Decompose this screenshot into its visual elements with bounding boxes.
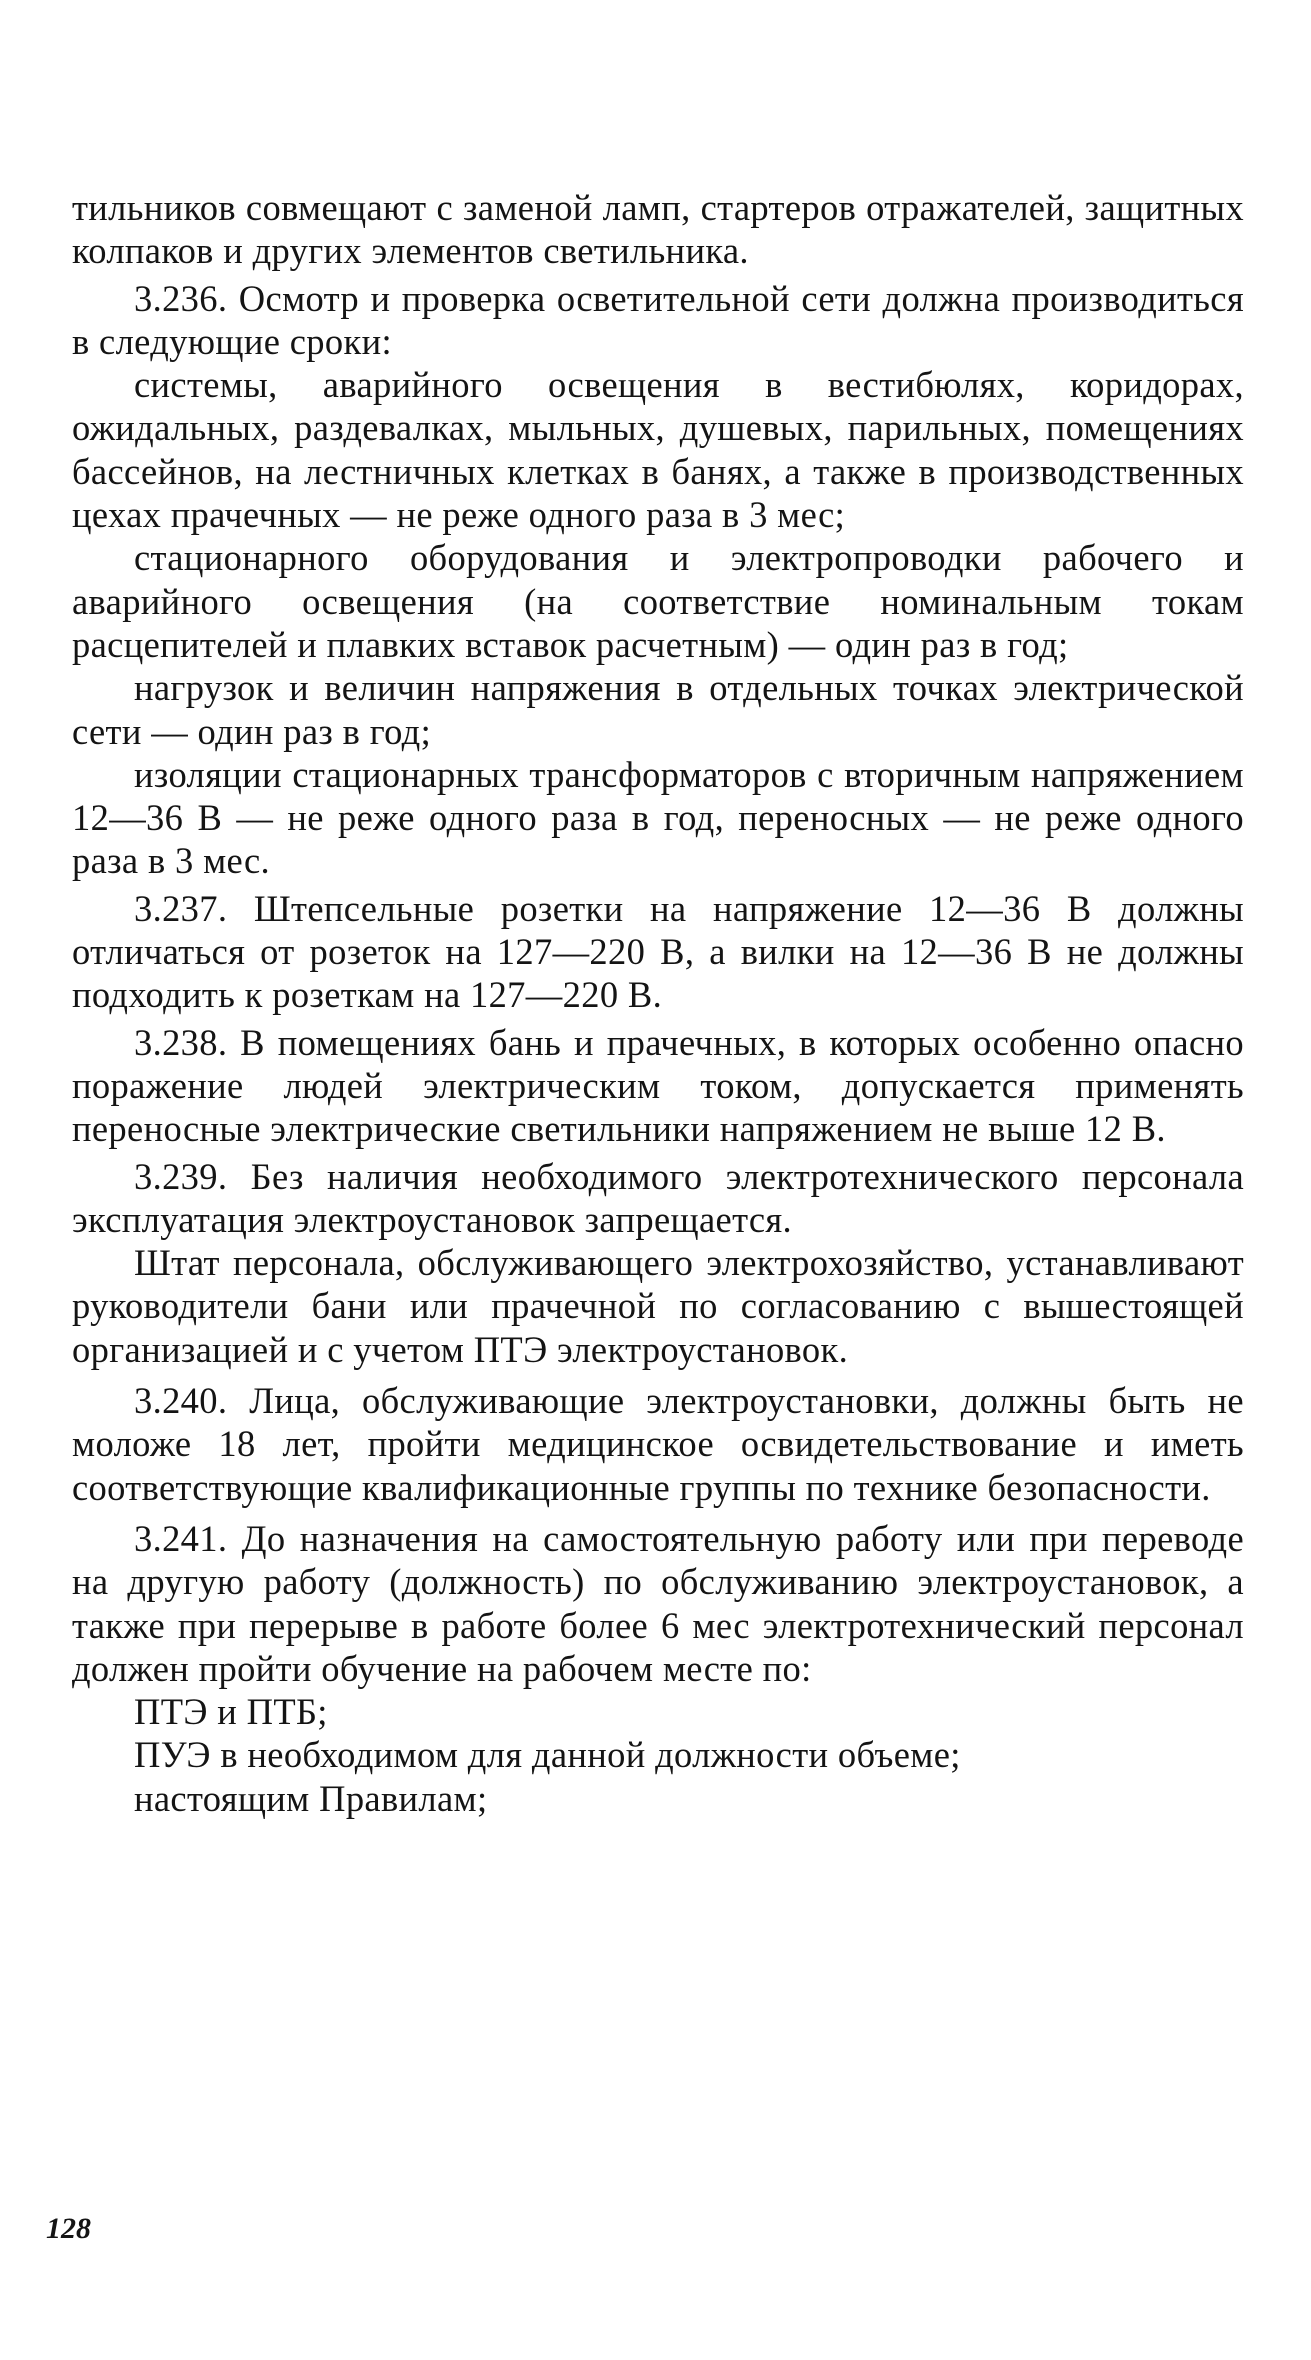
list-item-stationary-equipment: стационарного оборудования и электропроводки рабочего и аварийного освещения (на соответствие номинальным токам расцепителей и плавких вставок расчетным) — один раз в год;: [72, 537, 1244, 665]
list-item-transformer-insulation: изоляции стационарных трансформаторов с вторичным напряжением 12—36 В — не реже одного раза в год, переносных — не реже одного раза в 3 мес.: [72, 753, 1244, 882]
list-item-emergency-lighting: системы, аварийного освещения в вестибюлях, коридорах, ожидальных, раздевалках, мыльных, душевых, парильных, помещениях бассейнов, на лестничных клетках в банях, а также в производственных цехах прачечных — не реже одного раза в 3 мес;: [72, 364, 1244, 536]
paragraph-3-236: 3.236. Осмотр и проверка осветительной сети должна производиться в следующие сроки:: [72, 277, 1244, 362]
paragraph-3-240: 3.240. Лица, обслуживающие электроустановки, должны быть не моложе 18 лет, пройти медицинское освидетельствование и иметь соответствующие квалификационные группы по технике безопасности.: [72, 1380, 1244, 1508]
paragraph-3-237: 3.237. Штепсельные розетки на напряжение 12—36 В должны отличаться от розеток на 127—220 В, а вилки на 12—36 В не должны подходить к розеткам на 127—220 В.: [72, 887, 1244, 1016]
document-page: [72, 186, 1244, 1820]
list-item-loads-voltage: нагрузок и величин напряжения в отдельных точках электрической сети — один раз в год;: [72, 667, 1244, 752]
list-item-rules: настоящим Правилам;: [134, 1777, 488, 1819]
paragraph-3-239: 3.239. Без наличия необходимого электротехнического персонала эксплуатация электроустановок запрещается.: [72, 1155, 1244, 1240]
list-item-pte-ptb: ПТЭ и ПТБ;: [134, 1691, 328, 1733]
paragraph-3-238: 3.238. В помещениях бань и прачечных, в которых особенно опасно поражение людей электрическим током, допускается применять переносные электрические светильники напряжением не выше 12 В.: [72, 1021, 1244, 1150]
paragraph-3-241: 3.241. До назначения на самостоятельную работу или при переводе на другую работу (должность) по обслуживанию электроустановок, а также при перерыве в работе более 6 мес электротехнический персонал должен пройти обучение на рабочем месте по:: [72, 1517, 1244, 1689]
page-number: 128: [46, 2212, 91, 2245]
paragraph-continuation: тильников совмещают с заменой ламп, стартеров отражателей, защитных колпаков и других элементов светильника.: [72, 187, 1244, 272]
list-item-pue: ПУЭ в необходимом для данной должности объеме;: [134, 1734, 961, 1776]
paragraph-staff: Штат персонала, обслуживающего электрохозяйство, устанавливают руководители бани или прачечной по согласованию с вышестоящей организацией и с учетом ПТЭ электроустановок.: [72, 1242, 1244, 1370]
